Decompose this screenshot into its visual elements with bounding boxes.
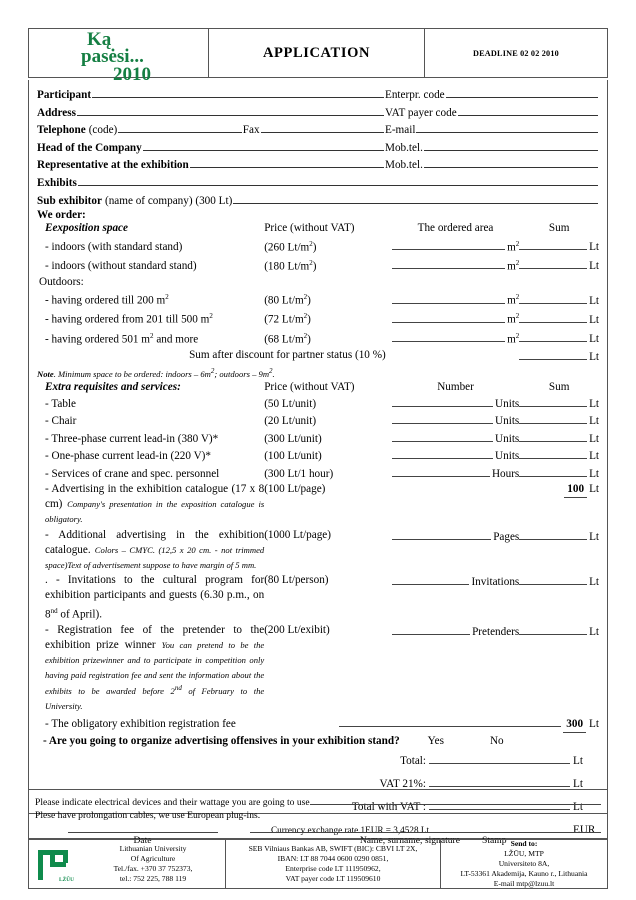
pretender-note: You can pretend to be the exhibition prizewinner and to participate in competition only having paid registration fee and sent the information about the exhibits to be awarded before 2nd of February to the University. — [45, 639, 265, 712]
sum-input[interactable] — [519, 412, 587, 424]
row-price: (50 Lt/unit) — [264, 397, 317, 410]
eur-currency: EUR — [573, 823, 596, 836]
row-number-cell: Units — [392, 447, 520, 464]
row-sum-cell: Lt — [519, 447, 599, 464]
field-row-address — [37, 103, 599, 121]
number-input[interactable] — [392, 528, 491, 540]
sum-input[interactable] — [519, 430, 587, 442]
advertising-sum-value[interactable]: 100 — [564, 482, 587, 498]
row-sum-cell: Lt — [519, 573, 599, 622]
label-fax: Fax — [242, 124, 260, 137]
sum-input[interactable] — [519, 395, 587, 407]
row-price: (68 $Lt/m^2$) — [264, 331, 311, 346]
row-label: - Services of crane and spec. personnel — [45, 467, 220, 480]
row-number-cell: Units — [392, 430, 520, 447]
row-sum-cell: Lt — [519, 257, 599, 274]
advertising-offensive-question — [37, 733, 599, 750]
sum-input[interactable] — [519, 311, 587, 323]
number-input[interactable] — [392, 395, 493, 407]
row-number-cell: Units — [392, 412, 520, 429]
label-telephone-code: (code) — [88, 124, 118, 137]
sum-input[interactable] — [519, 447, 587, 459]
row-area-cell: $m^2$ — [392, 329, 520, 348]
logo-line-2: pasėsi... — [81, 46, 144, 68]
table-row — [37, 256, 599, 275]
row-label: - having ordered from 201 till 500 $m^2$ — [45, 312, 213, 327]
discount-row — [37, 348, 599, 365]
discount-label: Sum after discount for partner status (10 %) — [189, 348, 386, 361]
university-line: tel.: 752 225, 788 119 — [119, 874, 187, 883]
answer-yes-option[interactable]: Yes — [427, 734, 444, 747]
label-head-of-company: Head of the Company — [37, 141, 142, 154]
row-number-cell: Units — [392, 395, 520, 412]
row-area-cell: $m^2$ — [392, 237, 520, 256]
total-currency: Lt — [573, 754, 583, 767]
row-label: - Advertising in the exhibition catalogue (17 x 8 cm) Company's presentation in the exposition catalogue is obligatory. — [45, 482, 265, 525]
sum-input[interactable] — [519, 330, 587, 342]
lzuu-logo-text: LŽŪU — [59, 877, 74, 883]
row-price: (300 Lt/1 hour) — [264, 467, 334, 480]
col-header-number: Number — [437, 380, 474, 393]
row-sum-cell: Lt — [519, 430, 599, 447]
label-mobtel-head: Mob.tel. — [385, 141, 423, 154]
row-price: (80 Lt/person) — [264, 574, 329, 587]
row-area-cell: $m^2$ — [392, 309, 520, 328]
bank-line: SEB Vilniaus Bankas AB, SWIFT (BIC): CBVI LT 2X, — [248, 844, 418, 853]
sum-input[interactable] — [519, 292, 587, 304]
vat-payer-code-input[interactable] — [458, 103, 598, 116]
row-sum-cell: Lt — [519, 330, 599, 347]
sum-input[interactable] — [519, 257, 587, 269]
pretender-registration-row — [37, 623, 599, 715]
row-label: - having ordered 501 $m^2$ and more — [45, 331, 199, 346]
row-label: . - Invitations to the cultural program for exhibition participants and guests (6.30 p.m., on 8nd of April). — [45, 574, 265, 621]
exposition-table-header — [37, 221, 599, 236]
table-row — [37, 395, 599, 412]
send-to-line: E-mail mtp@lzuu.lt — [493, 879, 555, 888]
label-participant: Participant — [37, 89, 92, 101]
bank-line: VAT payer code LT 119509610 — [285, 874, 381, 883]
label-address: Address — [37, 106, 76, 119]
field-row-participant — [37, 85, 599, 103]
sub-exhibitor-input[interactable] — [233, 191, 598, 204]
row-price: (100 Lt/page) — [264, 482, 326, 495]
enterpr-code-input[interactable] — [446, 85, 598, 98]
col-header-extra: Extra requisites and services: — [45, 380, 181, 393]
vat-input[interactable] — [429, 774, 570, 787]
row-price: (180 $Lt/m^2$) — [264, 258, 317, 273]
row-price: (300 Lt/unit) — [264, 432, 322, 445]
area-input[interactable] — [392, 330, 505, 342]
bank-line: IBAN: LT 88 7044 0600 0290 0851, — [277, 854, 389, 863]
row-price: (260 $Lt/m^2$) — [264, 239, 317, 254]
prolongation-cables-note: Plese have prolongation cables, we use European plug-ins. — [35, 810, 261, 821]
fax-input[interactable] — [261, 120, 384, 133]
area-input[interactable] — [392, 257, 505, 269]
footer-bank-info — [226, 840, 441, 888]
telephone-input[interactable] — [118, 120, 241, 133]
number-input[interactable] — [392, 623, 470, 635]
university-line: Lithuanian University — [119, 844, 187, 853]
deadline-text: DEADLINE 02 02 2010 — [473, 48, 559, 58]
row-number-cell: Hours — [392, 465, 520, 482]
obligatory-fee-currency: Lt — [589, 717, 599, 730]
field-row-head — [37, 138, 599, 156]
field-row-sub-exhibitor — [37, 191, 599, 209]
total-label: Total: — [400, 754, 426, 767]
col-header-sum-extra: Sum — [548, 380, 570, 393]
sum-input[interactable] — [519, 528, 587, 540]
vat-currency: Lt — [573, 777, 583, 790]
label-enterpr-code: Enterpr. code — [385, 89, 445, 101]
row-sum-cell: Lt — [519, 292, 599, 309]
total-input[interactable] — [429, 751, 570, 764]
sum-input[interactable] — [519, 623, 587, 635]
label-mobtel-rep: Mob.tel. — [385, 159, 423, 172]
address-input[interactable] — [77, 103, 384, 116]
page-title: APPLICATION — [262, 44, 371, 61]
send-to-line: Universiteto 8A, — [498, 859, 550, 868]
label-telephone: Telephone — [37, 124, 86, 137]
label-vat-payer-code: VAT payer code — [385, 106, 457, 119]
we-order-heading: We order: — [37, 209, 86, 222]
number-input[interactable] — [392, 430, 493, 442]
ka-pasesi-2010-logo — [81, 29, 201, 85]
row-sum-cell: Lt — [519, 395, 599, 412]
area-input[interactable] — [392, 292, 505, 304]
label-email: E-mail — [385, 124, 416, 137]
obligatory-fee-line[interactable] — [339, 715, 561, 727]
table-row — [37, 309, 599, 328]
table-row — [37, 237, 599, 256]
row-label: - One-phase current lead-in (220 V)* — [45, 450, 211, 463]
row-area-cell: $m^2$ — [392, 256, 520, 275]
minimum-space-note: Note. Minimum space to be ordered: indoors – $6m^2$; outdoors – $9m^2$. — [37, 366, 275, 379]
university-line: Of Agriculture — [130, 854, 176, 863]
vat-label: VAT 21%: — [379, 777, 426, 790]
send-to-line: LŽŪU, MTP — [504, 849, 544, 858]
field-row-telephone — [37, 120, 599, 138]
mobtel-head-input[interactable] — [424, 138, 598, 151]
label-exhibits: Exhibits — [37, 176, 77, 189]
row-sum-cell: 100 Lt — [519, 482, 599, 528]
col-header-exposition: Eexposition space — [45, 222, 128, 235]
sum-input[interactable] — [519, 465, 587, 477]
row-label: - having ordered till 200 $m^2$ — [45, 293, 169, 307]
outdoors-label-row — [37, 275, 599, 290]
table-row — [37, 329, 599, 348]
row-price: (100 Lt/unit) — [264, 450, 322, 463]
total-with-vat-currency: Lt — [573, 800, 583, 813]
electrical-devices-input[interactable] — [310, 794, 601, 805]
electrical-devices-label: Please indicate electrical devices and their wattage you are going to use — [35, 797, 310, 808]
col-header-area: The ordered area — [417, 222, 494, 235]
signature-line[interactable] — [250, 831, 601, 833]
send-to-title: Send to: — [510, 839, 538, 848]
row-price: (1000 Lt/page) — [264, 528, 331, 541]
footer-logo-cell — [29, 840, 81, 888]
row-area-cell: $m^2$ — [392, 290, 520, 309]
row-price: (80 $Lt/m^2$) — [264, 293, 311, 307]
header-logo-cell — [29, 29, 209, 85]
representative-input[interactable] — [190, 155, 384, 168]
sub-exhibitor-note: (name of company) (300 Lt) — [104, 194, 233, 207]
row-number-cell: Pretenders — [392, 623, 520, 715]
col-header-sum: Sum — [548, 222, 570, 235]
advertising-question-label: - Are you going to organize advertising offensives in your exhibition stand? — [43, 734, 400, 747]
additional-advertising-note: Colors – CMYC. (12,5 x 20 cm. - not trimmed space)Text of advertisement suppose to have margin of 5 mm. — [45, 544, 265, 570]
obligatory-fee-label: - The obligatory exhibition registration fee — [45, 717, 236, 730]
additional-advertising-row — [37, 528, 599, 574]
discount-sum-cell: Lt — [519, 348, 599, 365]
row-sum-cell: Lt — [519, 311, 599, 328]
row-sum-cell: Lt — [519, 528, 599, 574]
row-label: - Table — [45, 397, 77, 410]
row-number-cell: Invitations — [392, 573, 520, 622]
number-input[interactable] — [392, 412, 493, 424]
row-label: - Chair — [45, 415, 77, 428]
email-input[interactable] — [416, 120, 598, 133]
discount-sum-input[interactable] — [519, 348, 587, 360]
send-to-line: LT-53361 Akademija, Kauno r., Lithuania — [460, 869, 588, 878]
total-row — [37, 750, 599, 773]
bank-line: Enterprise code LT 111950962, — [285, 864, 381, 873]
area-input[interactable] — [392, 311, 505, 323]
number-input[interactable] — [392, 465, 490, 477]
row-label: - indoors (with standard stand) — [45, 241, 183, 254]
row-label: - indoors (without standard stand) — [45, 260, 197, 273]
table-row — [37, 290, 599, 309]
form-header — [28, 28, 608, 85]
table-row — [37, 447, 599, 464]
number-input[interactable] — [392, 573, 470, 585]
logo-line-1: Ką — [87, 29, 112, 50]
form-footer — [28, 839, 608, 889]
row-price: (72 $Lt/m^2$) — [264, 312, 311, 327]
footer-university-info — [81, 840, 226, 888]
number-input[interactable] — [392, 447, 493, 459]
row-price: (200 Lt/exibit) — [264, 623, 330, 636]
table-row — [37, 412, 599, 429]
row-price: (20 Lt/unit) — [264, 415, 317, 428]
exhibits-input[interactable] — [78, 173, 598, 186]
invitations-row — [37, 573, 599, 622]
outdoors-label: Outdoors: — [39, 275, 84, 288]
row-label: - Registration fee of the pretender to the exhibition prize winner You can pretend to be the exhibition prizewinner and to participate in competition only having paid registration fee and sent the information about the exhibits to be awarded before 2nd of February to the University. — [45, 623, 265, 712]
header-deadline-cell — [425, 29, 607, 77]
row-sum-cell: Lt — [519, 412, 599, 429]
obligatory-fee-value[interactable]: 300 — [563, 716, 586, 733]
row-sum-cell: Lt — [519, 465, 599, 482]
sum-input[interactable] — [519, 573, 587, 585]
obligatory-fee-row — [37, 715, 599, 733]
footer-send-to-info — [441, 840, 607, 888]
mobtel-rep-input[interactable] — [424, 155, 598, 168]
table-row — [37, 465, 599, 482]
row-number-cell: Pages — [392, 528, 520, 574]
col-header-price-extra: Price (without VAT) — [264, 380, 355, 393]
label-representative: Representative at the exhibition — [37, 159, 189, 172]
extra-table-header — [37, 380, 599, 395]
signature-label: Name, surname, signature — [359, 835, 460, 846]
sum-input[interactable] — [519, 238, 587, 250]
electrical-devices-row — [35, 794, 601, 809]
logo-line-3: 2010 — [113, 63, 151, 85]
col-header-price: Price (without VAT) — [264, 222, 355, 235]
stamp-label: Stamp — [482, 835, 507, 846]
university-line: Tel./fax. +370 37 752373, — [113, 864, 193, 873]
header-title-cell — [209, 29, 425, 77]
row-label: - Additional advertising in the exhibition catalogue. Colors – CMYC. (12,5 x 20 cm. - not trimmed space)Text of advertisement suppose to have margin of 5 mm. — [45, 528, 265, 570]
area-input[interactable] — [392, 238, 505, 250]
currency-rate-label: Currency exchange rate 1EUR = 3,4528 Lt — [271, 824, 429, 835]
head-of-company-input[interactable] — [143, 138, 384, 151]
date-label: Date — [133, 835, 152, 846]
row-sum-cell: Lt — [519, 623, 599, 715]
field-row-exhibits — [37, 173, 599, 191]
table-row — [37, 430, 599, 447]
total-with-vat-label: Total with VAT : — [351, 800, 426, 813]
participant-input[interactable] — [92, 85, 384, 98]
row-sum-cell: Lt — [519, 238, 599, 255]
label-sub-exhibitor: Sub exhibitor — [37, 194, 102, 207]
field-row-representative — [37, 155, 599, 173]
advertising-note: Company's presentation in the exposition catalogue is obligatory. — [45, 499, 265, 525]
row-label: - Three-phase current lead-in (380 V)* — [45, 432, 219, 445]
advertising-catalogue-row — [37, 482, 599, 528]
answer-no-option[interactable]: No — [489, 734, 504, 747]
date-line[interactable] — [68, 831, 218, 833]
lzuu-logo-icon — [38, 848, 74, 883]
